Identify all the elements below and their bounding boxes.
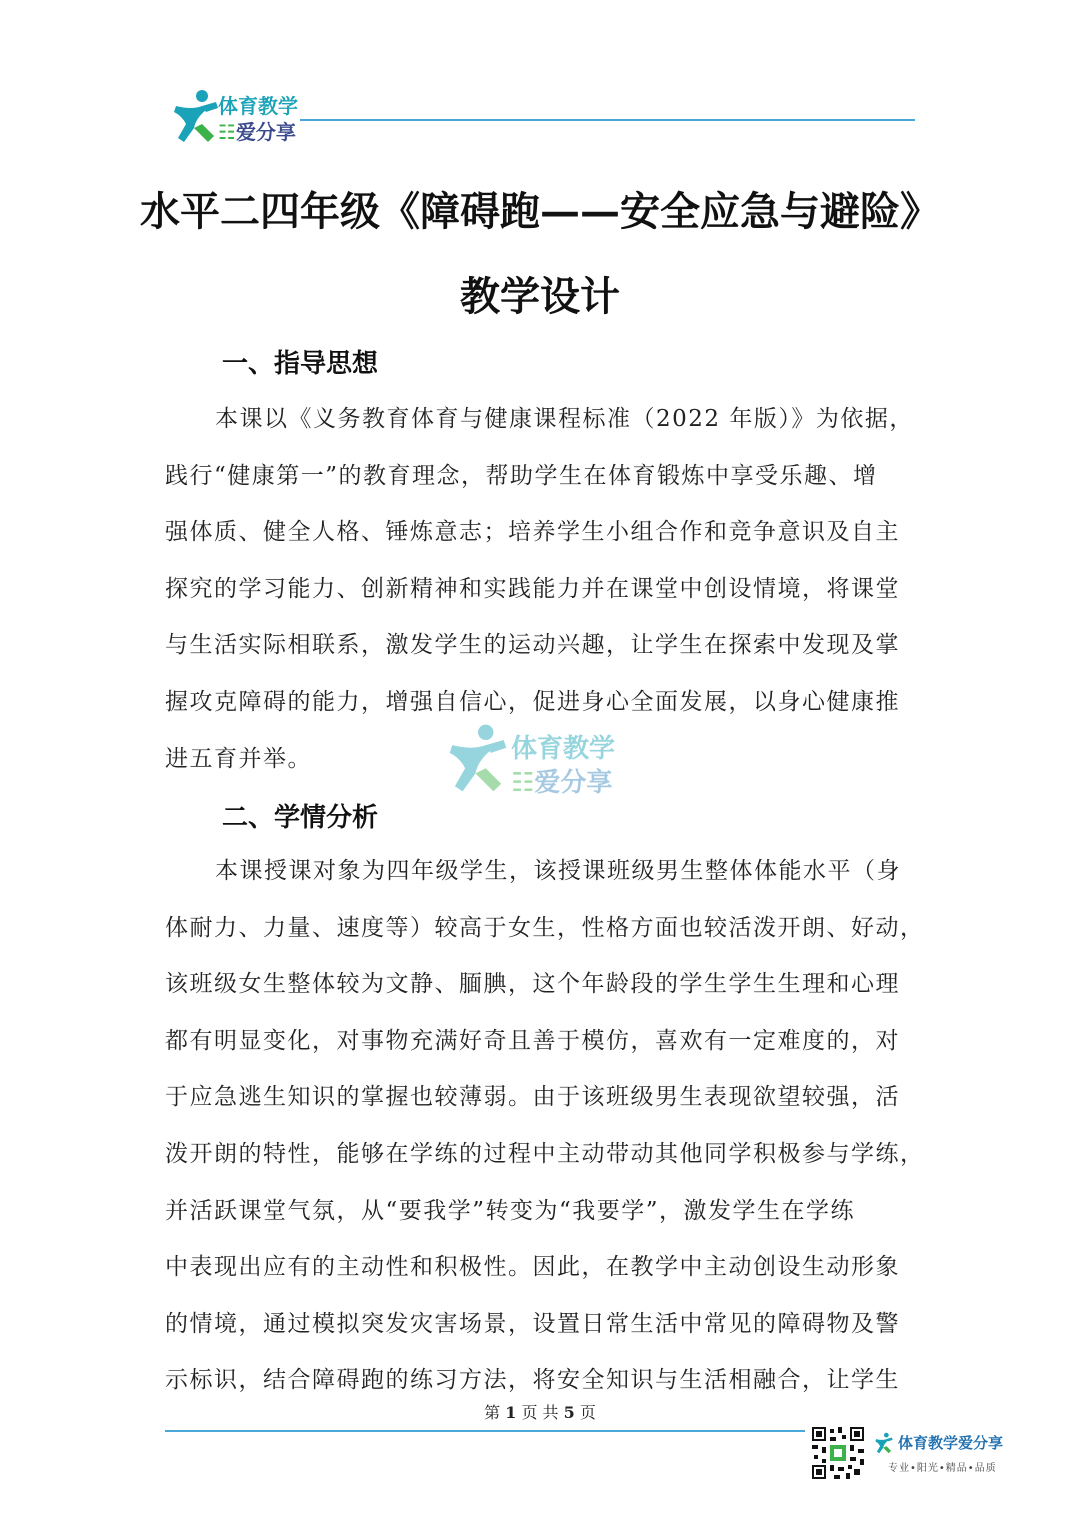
- page-number: [440, 1400, 640, 1423]
- paragraph-line: 探究的学习能力、创新精神和实践能力并在课堂中创设情境，将课堂: [165, 575, 900, 602]
- person-logo-icon: [172, 88, 220, 144]
- paragraph-line: 示标识，结合障碍跑的练习方法，将安全知识与生活相融合，让学生: [165, 1367, 900, 1394]
- paragraph-line: 的情境，通过模拟突发灾害场景，设置日常生活中常见的障碍物及警: [165, 1310, 900, 1337]
- section-heading-learner-analysis: 二、学情分析: [222, 803, 379, 833]
- watermark-mark-icon: ☷: [511, 768, 535, 798]
- watermark-subtitle: [511, 762, 612, 799]
- watermark-person-icon: [447, 722, 509, 794]
- page-suffix: 页: [579, 1403, 596, 1422]
- paragraph-line: 本课授课对象为四年级学生，该授课班级男生整体体能水平（身: [215, 858, 901, 884]
- paragraph-line: 践行“健康第一”的教育理念，帮助学生在体育锻炼中享受乐趣、增: [165, 462, 878, 489]
- paragraph-line: 中表现出应有的主动性和积极性。因此，在教学中主动创设生动形象: [165, 1254, 900, 1281]
- watermark-subtitle-text: 爱分享: [534, 768, 613, 798]
- qr-code-icon: [810, 1425, 866, 1481]
- paragraph-line: 该班级女生整体较为文静、腼腆，这个年龄段的学生学生生理和心理: [165, 971, 900, 998]
- watermark: [447, 722, 637, 798]
- footer-person-icon: [874, 1432, 894, 1454]
- logo-subtitle-text: 爱分享: [235, 120, 296, 144]
- section-heading-guiding-ideology: 一、指导思想: [222, 349, 379, 379]
- logo-mark-icon: ☷: [218, 120, 236, 144]
- logo-title: 体育教学: [218, 94, 298, 118]
- paragraph-line: 于应急逃生知识的掌握也较薄弱。由于该班级男生表现欲望较强，活: [165, 1084, 900, 1111]
- footer-divider: [165, 1430, 805, 1432]
- page-mid: 页 共: [521, 1403, 559, 1422]
- paragraph-line: 并活跃课堂气氛，从“要我学”转变为“我要学”，激发学生在学练: [165, 1197, 856, 1224]
- page-current: 1: [505, 1403, 517, 1422]
- header-divider: [300, 119, 915, 121]
- footer-brand: 体育教学爱分享: [898, 1434, 1004, 1452]
- page-prefix: 第: [484, 1403, 501, 1422]
- paragraph-line: 进五育并举。: [165, 745, 312, 772]
- paragraph-line: 强体质、健全人格、锤炼意志；培养学生小组合作和竞争意识及自主: [165, 519, 900, 546]
- document-title: 水平二四年级《障碍跑——安全应急与避险》: [140, 188, 940, 235]
- watermark-title: 体育教学: [511, 734, 616, 764]
- footer-slogan: 专业•阳光•精品•品质: [888, 1463, 997, 1474]
- paragraph-line: 泼开朗的特性，能够在学练的过程中主动带动其他同学积极参与学练，: [165, 1140, 925, 1167]
- section-paragraph-learner-analysis: [165, 843, 925, 1409]
- document-title-line2: 教学设计: [460, 273, 620, 320]
- header-logo: [172, 88, 312, 144]
- paragraph-line: 本课以《义务教育体育与健康课程标准（2022 年版）》为依据，: [215, 406, 914, 432]
- logo-subtitle: [218, 116, 296, 145]
- paragraph-line: 都有明显变化，对事物充满好奇且善于模仿，喜欢有一定难度的，对: [165, 1027, 900, 1054]
- paragraph-line: 与生活实际相联系，激发学生的运动兴趣，让学生在探索中发现及掌: [165, 632, 900, 659]
- paragraph-line: 握攻克障碍的能力，增强自信心，促进身心全面发展，以身心健康推: [165, 688, 900, 715]
- page-total: 5: [563, 1403, 575, 1422]
- paragraph-line: 体耐力、力量、速度等）较高于女生，性格方面也较活泼开朗、好动，: [165, 914, 925, 941]
